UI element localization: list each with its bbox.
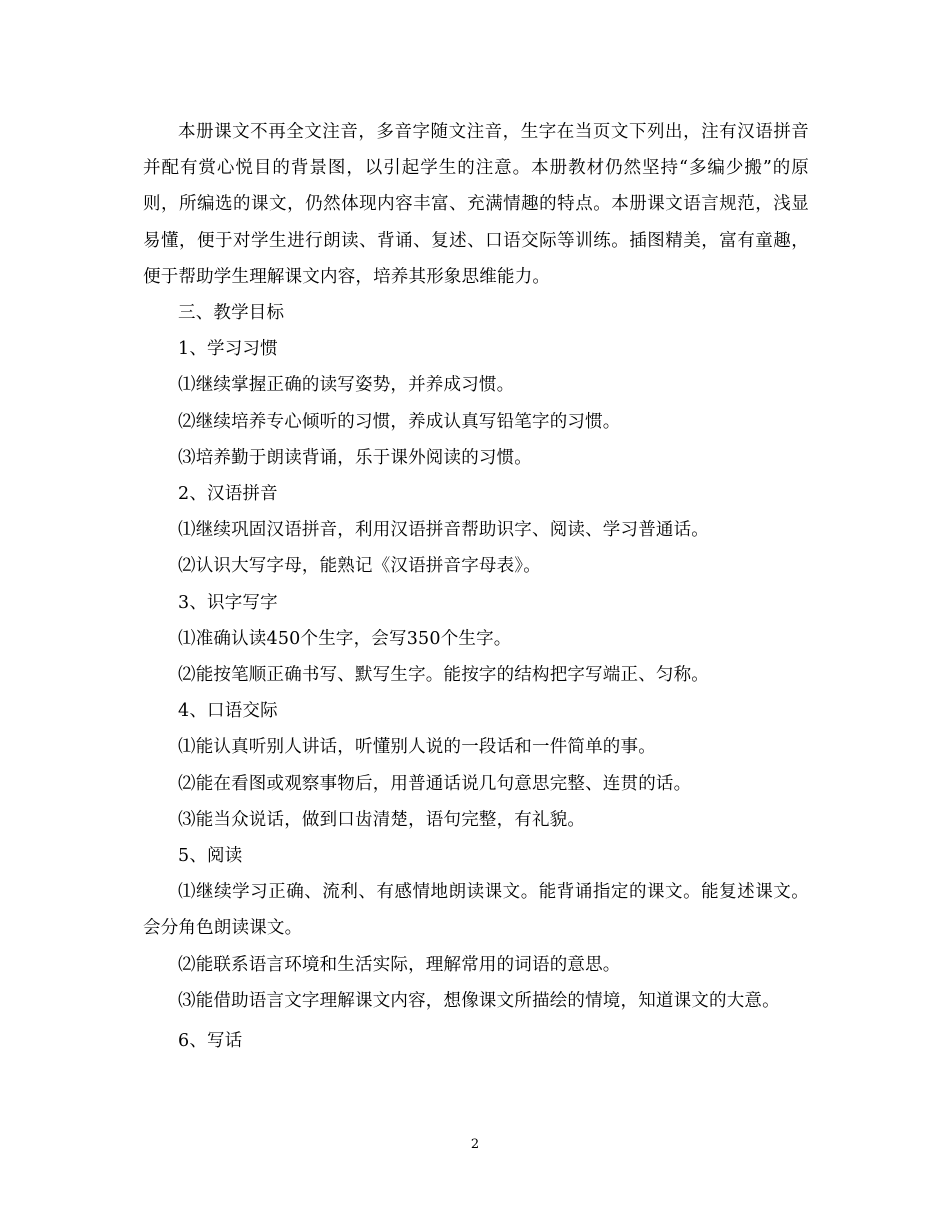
list-item: ⑴准确认读450个生字，会写350个生字。 [178, 628, 512, 649]
list-item: ⑴继续巩固汉语拼音，利用汉语拼音帮助识字、阅读、学习普通话。 [178, 520, 709, 541]
list-item: ⑶能借助语言文字理解课文内容，想像课文所描绘的情境，知道课文的大意。 [178, 990, 780, 1011]
paragraph-intro: 本册课文不再全文注音，多音字随文注音，生字在当页文下列出，注有汉语拼音并配有赏心悦目的背景图，以引起学生的注意。本册教材仍然坚持“多编少搬”的原则，所编选的课文，仍然体现内容丰富、充满情趣的特点。本册课文语言规范，浅显易懂，便于对学生进行朗读、背诵、复述、口语交际等训练。插图精美，富有童趣，便于帮助学生理解课文内容，培养其形象思维能力。 [143, 122, 809, 287]
list-item: ⑶培养勤于朗读背诵，乐于课外阅读的习惯。 [178, 447, 532, 468]
list-item: ⑴继续学习正确、流利、有感情地朗读课文。能背诵指定的课文。能复述课文。会分角色朗读课文。 [143, 882, 809, 939]
subheading-study-habits: 1、学习习惯 [178, 339, 278, 360]
section-heading-teaching-goals: 三、教学目标 [178, 303, 285, 324]
list-item: ⑵能联系语言环境和生活实际，理解常用的词语的意思。 [178, 954, 621, 975]
list-item: ⑵能在看图或观察事物后，用普通话说几句意思完整、连贯的话。 [178, 773, 692, 794]
list-item: ⑶能当众说话，做到口齿清楚，语句完整，有礼貌。 [178, 809, 586, 830]
subheading-pinyin: 2、汉语拼音 [178, 484, 278, 505]
list-item: ⑴继续掌握正确的读写姿势，并养成习惯。 [178, 375, 515, 396]
subheading-literacy-writing: 3、识字写字 [178, 592, 278, 613]
list-item: ⑵继续培养专心倾听的习惯，养成认真写铅笔字的习惯。 [178, 411, 621, 432]
subheading-writing: 6、写话 [178, 1031, 243, 1052]
document-body [143, 114, 809, 1059]
subheading-reading: 5、阅读 [178, 846, 243, 867]
subheading-oral-communication: 4、口语交际 [178, 701, 278, 722]
list-item: ⑴能认真听别人讲话，听懂别人说的一段话和一件简单的事。 [178, 737, 656, 758]
list-item: ⑵能按笔顺正确书写、默写生字。能按字的结构把字写端正、匀称。 [178, 665, 709, 686]
list-item: ⑵认识大写字母，能熟记《汉语拼音字母表》。 [178, 556, 541, 577]
page-number: 2 [470, 1137, 480, 1152]
